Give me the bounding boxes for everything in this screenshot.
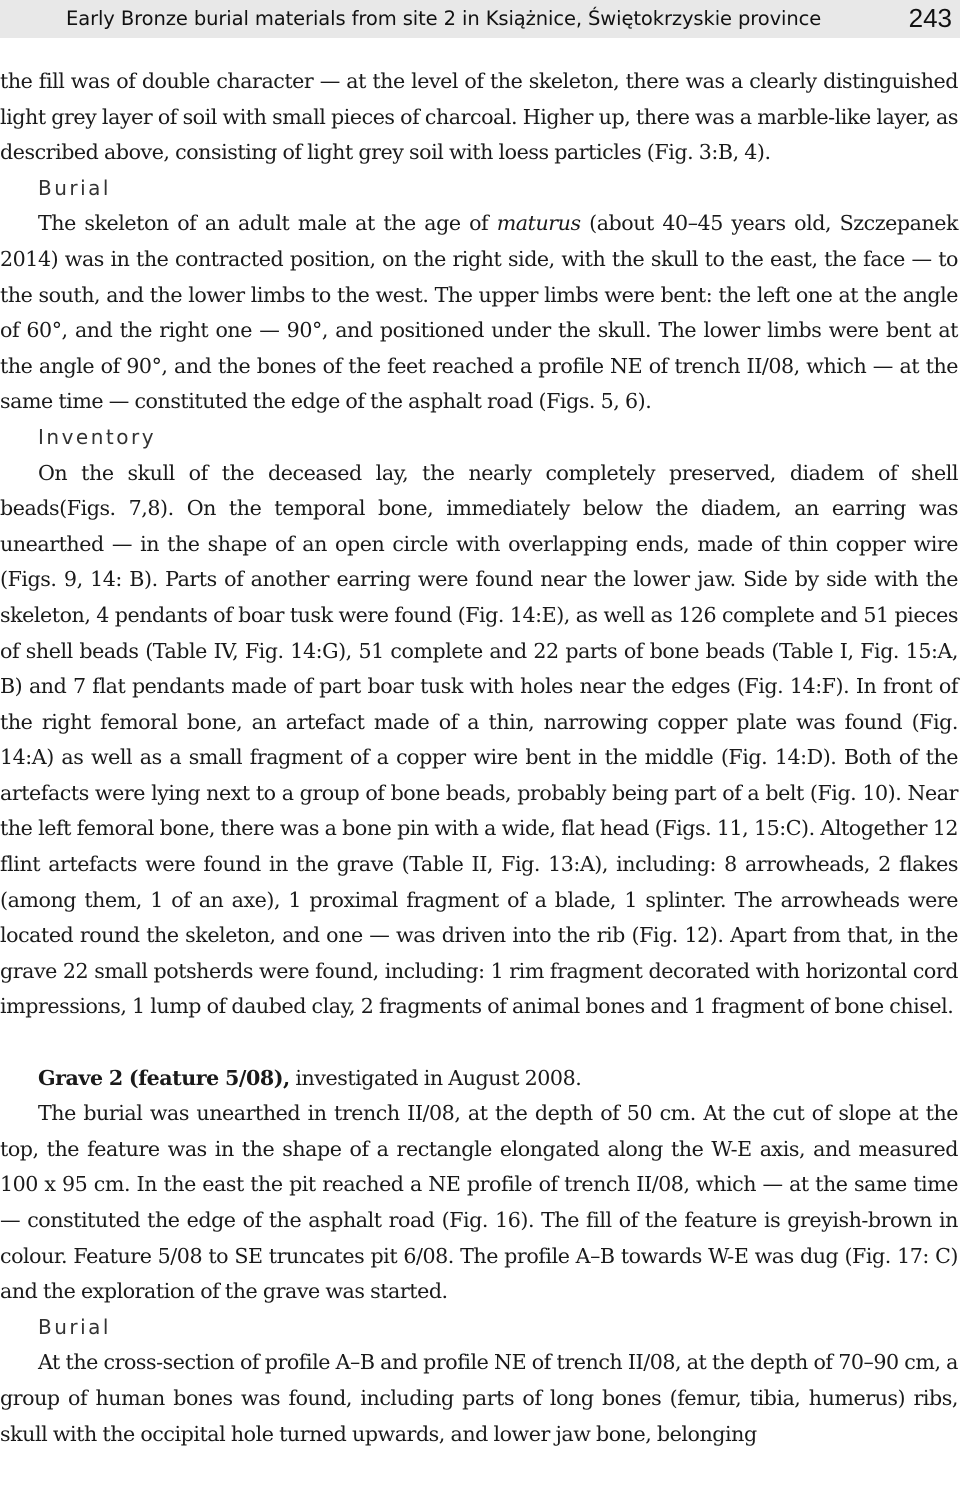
paragraph-inventory: On the skull of the deceased lay, the nearly completely preserved, diadem of shell beads(Figs. 7,8). On the temporal bone, immediately below the diadem, an earring was unearthed — in the shape of an open circle with overlapping ends, made of thin copper wire (Figs. 9, 14: B). Parts of another earring were found near the lower jaw. Side by side with the skeleton, 4 pendants of boar tusk were found (Fig. 14:E), as well as 126 complete and 51 pieces of shell beads (Table IV, Fig. 14:G), 51 complete and 22 parts of bone beads (Table I, Fig. 15:A, B) and 7 flat pendants made of part boar tusk with holes near the edges (Fig. 14:F). In front of the right femoral bone, an artefact made of a thin, narrowing copper plate was found (Fig. 14:A) as well as a small fragment of a copper wire bent in the middle (Fig. 14:D). Both of the artefacts were lying next to a group of bone beads, probably being part of a belt (Fig. 10). Near the left femoral bone, there was a bone pin with a wide, flat head (Figs. 11, 15:C). Altogether 12 flint artefacts were found in the grave (Table II, Fig. 13:A), including: 8 arrowheads, 2 flakes (among them, 1 of an axe), 1 proximal fragment of a blade, 1 splinter. The arrowheads were located round the skeleton, and one — was driven into the rib (Fig. 12). Apart from that, in the grave 22 small potsherds were found, including: 1 rim fragment decorated with horizontal cord impressions, 1 lump of daubed clay, 2 fragments of animal bones and 1 fragment of bone chisel. <box>0 460 958 1019</box>
grave-2-title-rest: investigated in August 2008. <box>289 1065 582 1090</box>
section-gap <box>0 1025 958 1061</box>
burial-text-start: The skeleton of an adult male at the age of <box>38 211 497 236</box>
burial-text-italic: maturus <box>496 211 581 236</box>
paragraph-fill: the fill was of double character — at the level of the skeleton, there was a clearly distinguished light grey layer of soil with small pieces of charcoal. Higher up, there was a marble-like layer, as described above, consisting of light grey soil with loess particles (Fig. 3:B, 4). <box>0 69 958 165</box>
paragraph-burial <box>0 206 958 420</box>
subheading-burial: Burial <box>38 175 111 200</box>
running-header <box>0 0 960 38</box>
paragraph-grave-2: The burial was unearthed in trench II/08, at the depth of 50 cm. At the cut of slope at the top, the feature was in the shape of a rectangle elongated along the W-E axis, and measured 100 x 95 cm. In the east the pit reached a NE profile of trench II/08, which — at the same time — constituted the edge of the asphalt road (Fig. 16). The fill of the feature is greyish-brown in colour. Feature 5/08 to SE truncates pit 6/08. The profile A–B towards W-E was dug (Fig. 17: C) and the exploration of the grave was started. <box>0 1101 958 1304</box>
running-title: Early Bronze burial materials from site 2 in Książnice, Świętokrzyskie province <box>66 7 822 30</box>
grave-2-heading <box>0 1061 958 1097</box>
subheading-inventory: Inventory <box>38 424 157 449</box>
grave-2-title: Grave 2 (feature 5/08), <box>38 1065 290 1090</box>
article-body <box>0 64 958 1452</box>
subheading-burial-2: Burial <box>38 1314 111 1339</box>
burial-text-rest: (about 40–45 years old, Szczepanek 2014) was in the contracted position, on the right side, with the skull to the east, the face — to the south, and the lower limbs to the west. The upper limbs were bent: the left one at the angle of 60°, and the right one — 90°, and positioned under the skull. The lower limbs were bent at the angle of 90°, and the bones of the feet reached a profile NE of trench II/08, which — at the same time — constituted the edge of the asphalt road (Figs. 5, 6). <box>0 211 958 414</box>
page-number: 243 <box>908 3 952 33</box>
paragraph-burial-2: At the cross-section of profile A–B and profile NE of trench II/08, at the depth of 70–90 cm, a group of human bones was found, including parts of long bones (femur, tibia, humerus) ribs, skull with the occipital hole turned upwards, and lower jaw bone, belonging <box>0 1350 958 1446</box>
